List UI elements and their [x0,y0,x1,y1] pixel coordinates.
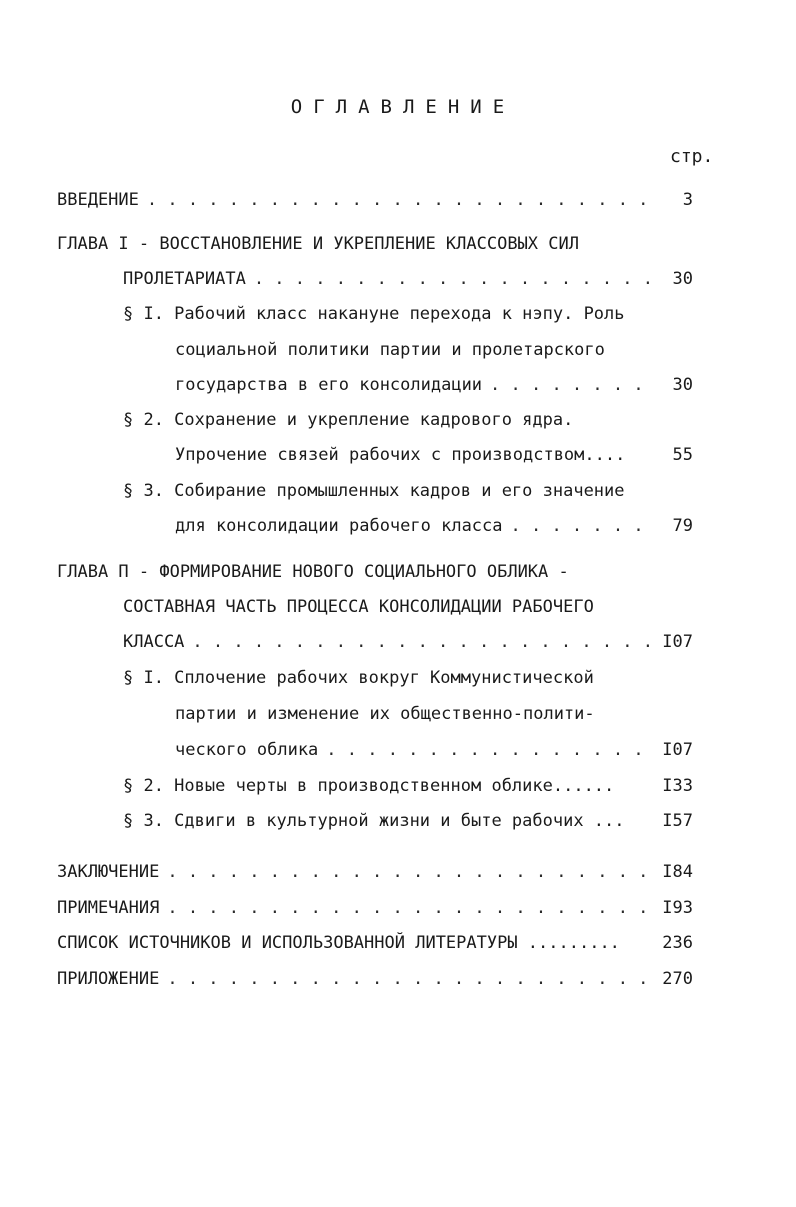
toc-entry-appendix[interactable]: ПРИЛОЖЕНИЕ . . . 270 [57,966,693,992]
toc-chapter-2-title[interactable]: ГЛАВА П - ФОРМИРОВАНИЕ НОВОГО СОЦИАЛЬНОГО ОБЛИКА - [57,562,569,582]
page-number: 270 [662,969,693,989]
leader-dots [511,513,653,539]
toc-chapter-2[interactable]: КЛАССА . . . I07 [123,629,693,655]
toc-section-1-2-line1[interactable]: § 2. Сохранение и укрепление кадрового ядра. [123,410,574,430]
page-number: I84 [662,862,693,882]
toc-entry-conclusion[interactable]: ЗАКЛЮЧЕНИЕ . . . I84 [57,859,693,885]
toc-chapter-2-title-line2[interactable]: СОСТАВНАЯ ЧАСТЬ ПРОЦЕССА КОНСОЛИДАЦИИ РАБОЧЕГО [123,597,594,617]
toc-section-1-3-line1[interactable]: § 3. Собирание промышленных кадров и его значение [123,481,625,501]
leader-dots [167,859,653,885]
toc-section-2-2[interactable]: § 2. Новые черты в производственном облике...... I33 [123,773,693,799]
toc-entry-sources[interactable]: СПИСОК ИСТОЧНИКОВ И ИСПОЛЬЗОВАННОЙ ЛИТЕРАТУРЫ ......... 236 [57,930,693,956]
page-number: I33 [662,776,693,796]
page-number: I07 [662,632,693,652]
leader-dots [167,895,653,921]
page-number: I93 [662,898,693,918]
toc-section-2-1[interactable]: ческого облика . . . I07 [175,737,693,763]
leader-dots [147,187,653,213]
toc-chapter-1-title[interactable]: ГЛАВА I - ВОССТАНОВЛЕНИЕ И УКРЕПЛЕНИЕ КЛАССОВЫХ СИЛ [57,234,579,254]
toc-section-2-1-line2[interactable]: партии и изменение их общественно-полити- [175,704,595,724]
page-column-label: стр. [670,146,714,167]
toc-section-2-1-line1[interactable]: § I. Сплочение рабочих вокруг Коммунистической [123,668,594,688]
page-number: I07 [662,740,693,760]
toc-entry-intro[interactable]: ВВЕДЕНИЕ . . . 3 [57,187,693,213]
page-number: 3 [682,190,693,210]
page-number: 236 [662,933,693,953]
toc-section-2-3[interactable]: § 3. Сдвиги в культурной жизни и быте рабочих ... I57 [123,808,693,834]
leader-dots [167,966,653,992]
page-number: 30 [672,375,693,395]
page-number: 55 [672,445,693,465]
leader-dots [192,629,653,655]
toc-section-1-3[interactable]: для консолидации рабочего класса . . . 79 [175,513,693,539]
toc-section-1-1-line1[interactable]: § I. Рабочий класс накануне перехода к нэпу. Роль [123,304,625,324]
toc-section-1-2[interactable]: Упрочение связей рабочих с производством.... 55 [175,442,693,468]
toc-entry-notes[interactable]: ПРИМЕЧАНИЯ . . . I93 [57,895,693,921]
leader-dots [254,266,653,292]
toc-section-1-1-line2[interactable]: социальной политики партии и пролетарского [175,340,605,360]
toc-chapter-1[interactable]: ПРОЛЕТАРИАТА . . . 30 [123,266,693,292]
page-number: 30 [672,269,693,289]
leader-dots [490,372,653,398]
toc-section-1-1[interactable]: государства в его консолидации . . . 30 [175,372,693,398]
page-title: ОГЛАВЛЕНИЕ [290,96,516,118]
page-number: 79 [672,516,693,536]
page-number: I57 [662,811,693,831]
leader-dots [326,737,653,763]
